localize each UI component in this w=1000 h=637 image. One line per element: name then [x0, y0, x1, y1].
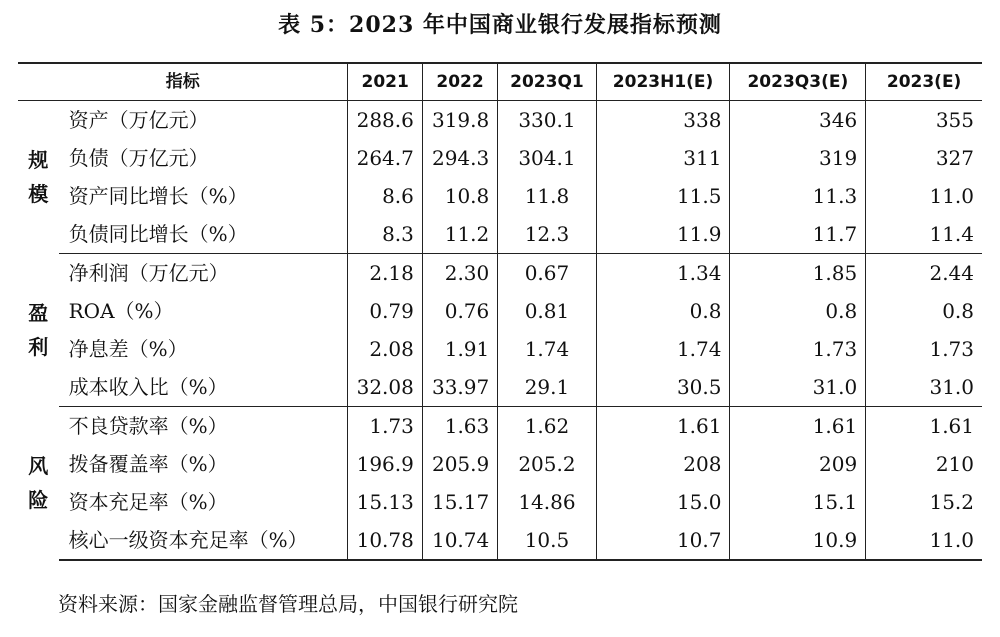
value-cell-2023q3: 11.3 — [730, 177, 866, 215]
value-cell-2022: 319.8 — [422, 101, 497, 140]
value-cell-2022: 1.63 — [422, 407, 497, 446]
value-cell-2023q3: 0.8 — [730, 292, 866, 330]
header-2022: 2022 — [422, 63, 497, 101]
table-row — [18, 215, 982, 254]
value-cell-2023q3: 1.61 — [730, 407, 866, 446]
header-2023h1: 2023H1(E) — [596, 63, 730, 101]
indicator-cell: 拨备覆盖率（%） — [59, 445, 348, 483]
value-cell-2022: 205.9 — [422, 445, 497, 483]
group-label-char: 模 — [28, 182, 49, 207]
value-cell-2022: 0.76 — [422, 292, 497, 330]
value-cell-2022: 11.2 — [422, 215, 497, 254]
value-cell-2023h1: 338 — [596, 101, 730, 140]
value-cell-2023h1: 11.5 — [596, 177, 730, 215]
value-cell-2021: 196.9 — [348, 445, 422, 483]
value-cell-2023h1: 15.0 — [596, 483, 730, 521]
forecast-table — [18, 62, 982, 561]
value-cell-2023q3: 209 — [730, 445, 866, 483]
value-cell-2021: 0.79 — [348, 292, 422, 330]
group-label — [18, 254, 59, 407]
table-row — [18, 254, 982, 293]
group-label-char: 利 — [28, 335, 49, 359]
value-cell-2022: 15.17 — [422, 483, 497, 521]
value-cell-2022: 10.74 — [422, 521, 497, 560]
value-cell-2023q3: 1.85 — [730, 254, 866, 293]
value-cell-2022: 33.97 — [422, 368, 497, 407]
header-indicator: 指标 — [18, 63, 348, 101]
value-cell-2021: 15.13 — [348, 483, 422, 521]
value-cell-2023: 1.73 — [929, 337, 974, 361]
value-cell-2023h1: 1.61 — [596, 407, 730, 446]
value-cell-2022: 10.8 — [422, 177, 497, 215]
value-cell-2023q1: 205.2 — [498, 445, 596, 483]
value-cell-2022: 2.30 — [422, 254, 497, 293]
value-cell-2023q1: 330.1 — [498, 101, 596, 140]
indicator-cell: 净息差（%） — [59, 330, 348, 368]
table-row — [18, 407, 982, 446]
value-cell-2023: 15.2 — [929, 490, 974, 514]
value-cell-2023q1: 304.1 — [498, 139, 596, 177]
value-cell-2021: 288.6 — [348, 101, 422, 140]
value-cell-2023q3: 1.73 — [730, 330, 866, 368]
value-cell-2023q3: 15.1 — [730, 483, 866, 521]
indicator-cell: 资本充足率（%） — [59, 483, 348, 521]
value-cell-2021: 10.78 — [348, 521, 422, 560]
value-cell-2023: 11.4 — [866, 215, 982, 254]
group-label-char: 盈 — [28, 301, 49, 325]
value-cell-2022: 294.3 — [422, 139, 497, 177]
header-row — [18, 63, 982, 101]
value-cell-2023q3: 319 — [730, 139, 866, 177]
value-cell-2023h1: 1.74 — [596, 330, 730, 368]
value-cell-2021: 8.6 — [348, 177, 422, 215]
indicator-cell: 成本收入比（%） — [59, 368, 348, 407]
value-cell-2021: 32.08 — [348, 368, 422, 407]
table-body — [18, 101, 982, 561]
header-2023q3: 2023Q3(E) — [730, 63, 866, 101]
value-cell-2023q1: 1.74 — [498, 330, 596, 368]
value-cell-2023q3: 31.0 — [730, 368, 866, 407]
value-cell-2023h1: 30.5 — [596, 368, 730, 407]
group-label-char: 风 — [28, 454, 49, 479]
value-cell-2021: 1.73 — [348, 407, 422, 446]
group-label — [18, 407, 59, 561]
indicator-cell: 净利润（万亿元） — [59, 254, 348, 293]
value-cell-2023h1: 10.7 — [596, 521, 730, 560]
group-label-char: 险 — [28, 488, 49, 513]
table-row — [18, 330, 982, 368]
value-cell-2023q3: 11.7 — [730, 215, 866, 254]
value-cell-2023q1: 12.3 — [498, 215, 596, 254]
value-cell-2023q1: 14.86 — [498, 483, 596, 521]
indicator-cell: 负债（万亿元） — [59, 139, 348, 177]
value-cell-2023h1: 11.9 — [596, 215, 730, 254]
table-row — [18, 445, 982, 483]
value-cell-2023q3: 10.9 — [730, 521, 866, 560]
table-row — [18, 483, 982, 521]
value-cell-2023: 327 — [935, 146, 974, 170]
value-cell-2023h1: 0.8 — [596, 292, 730, 330]
value-cell-2023h1: 311 — [596, 139, 730, 177]
indicator-cell: 负债同比增长（%） — [59, 215, 348, 254]
indicator-cell: 核心一级资本充足率（%） — [59, 521, 348, 560]
value-cell-2023: 11.0 — [866, 521, 982, 560]
value-cell-2023h1: 1.34 — [596, 254, 730, 293]
header-2023: 2023(E) — [866, 63, 982, 101]
table-title: 表 5：2023 年中国商业银行发展指标预测 — [278, 12, 722, 38]
value-cell-2023: 210 — [935, 452, 974, 476]
header-2021: 2021 — [348, 63, 422, 101]
value-cell-2021: 2.08 — [348, 330, 422, 368]
table-row — [18, 368, 982, 407]
value-cell-2023q1: 0.81 — [498, 292, 596, 330]
value-cell-2023: 355 — [935, 108, 974, 132]
indicator-cell: 不良贷款率（%） — [59, 407, 348, 446]
indicator-cell: ROA（%） — [59, 292, 348, 330]
table-row — [18, 101, 982, 140]
value-cell-2023q1: 10.5 — [498, 521, 596, 560]
value-cell-2021: 2.18 — [348, 254, 422, 293]
value-cell-2023: 11.0 — [929, 184, 974, 208]
indicator-cell: 资产（万亿元） — [59, 101, 348, 140]
source-note: 资料来源：国家金融监督管理总局，中国银行研究院 — [58, 592, 518, 616]
value-cell-2023q3: 346 — [730, 101, 866, 140]
group-label — [18, 101, 59, 254]
value-cell-2023: 0.8 — [942, 299, 974, 323]
group-label-char: 规 — [28, 148, 49, 173]
value-cell-2023q1: 0.67 — [498, 254, 596, 293]
value-cell-2023: 31.0 — [866, 368, 982, 407]
value-cell-2023q1: 29.1 — [498, 368, 596, 407]
value-cell-2022: 1.91 — [422, 330, 497, 368]
value-cell-2023q1: 1.62 — [498, 407, 596, 446]
value-cell-2023: 2.44 — [929, 261, 974, 285]
table-row — [18, 139, 982, 177]
value-cell-2021: 8.3 — [348, 215, 422, 254]
table-row — [18, 177, 982, 215]
indicator-cell: 资产同比增长（%） — [59, 177, 348, 215]
value-cell-2023q1: 11.8 — [498, 177, 596, 215]
table-row — [18, 292, 982, 330]
header-2023q1: 2023Q1 — [498, 63, 596, 101]
value-cell-2023: 1.61 — [929, 414, 974, 438]
value-cell-2023h1: 208 — [596, 445, 730, 483]
table-row — [18, 521, 982, 560]
value-cell-2021: 264.7 — [348, 139, 422, 177]
